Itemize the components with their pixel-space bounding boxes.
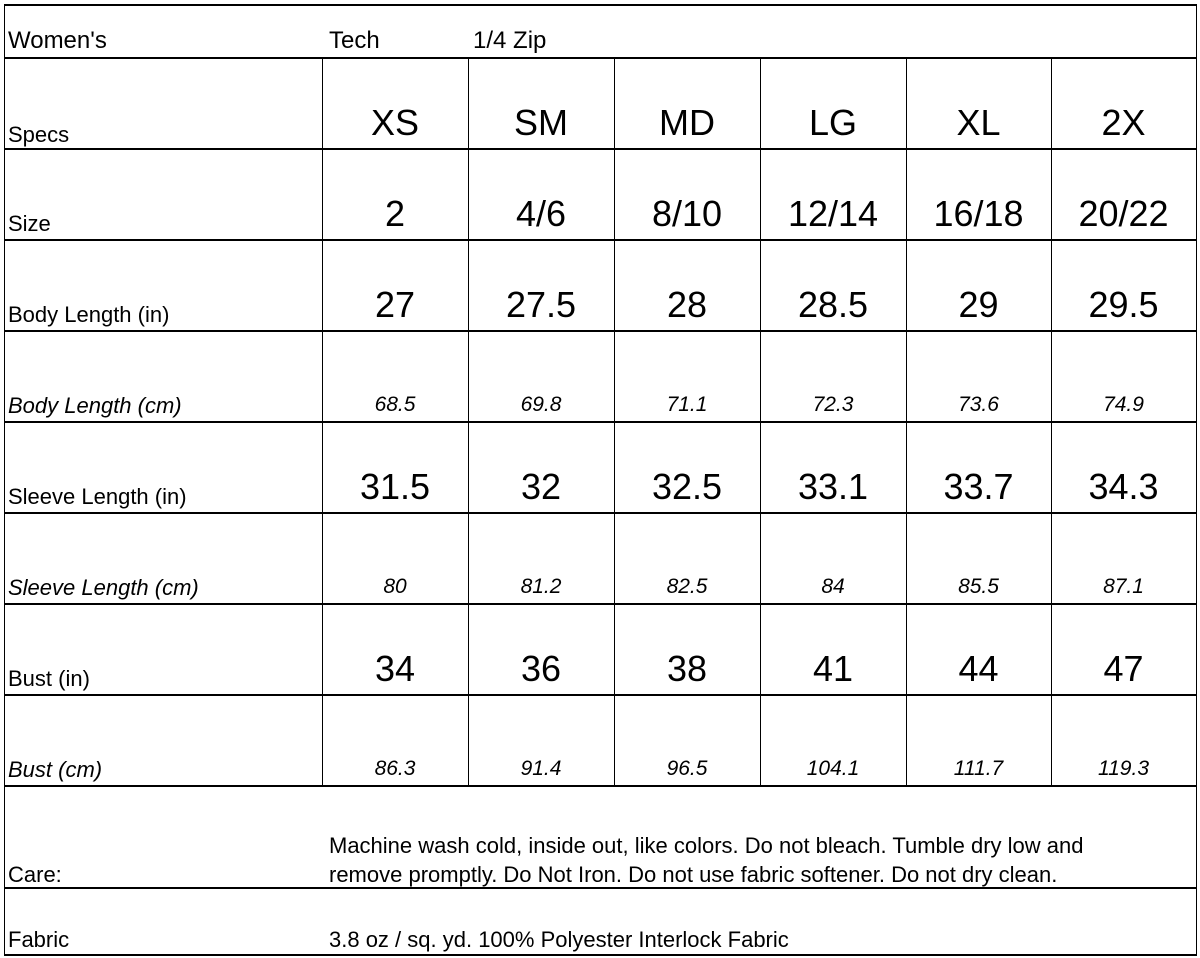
row-value: 33.1 xyxy=(797,466,869,507)
row-value: 73.6 xyxy=(958,393,999,416)
grid-line xyxy=(4,954,1197,956)
row-value: 84 xyxy=(821,575,845,598)
row-value: 41 xyxy=(812,648,854,689)
row-value: 20/22 xyxy=(1078,193,1169,234)
row-label: Sleeve Length (cm) xyxy=(8,575,199,600)
row-value: 4/6 xyxy=(515,193,567,234)
row-value: 85.5 xyxy=(958,575,999,598)
row-value: 111.7 xyxy=(953,757,1004,780)
grid-line xyxy=(4,4,5,955)
row-value: 32 xyxy=(520,466,562,507)
row-value: 27.5 xyxy=(505,284,577,325)
row-value: 47 xyxy=(1103,648,1144,689)
fabric-text: 3.8 oz / sq. yd. 100% Polyester Interlock Fabric xyxy=(329,927,789,952)
row-value: 28 xyxy=(666,284,708,325)
row-value: 68.5 xyxy=(374,393,416,416)
row-value: 81.2 xyxy=(520,575,562,598)
care-text-line-1: Machine wash cold, inside out, like colors. Do not bleach. Tumble dry low and xyxy=(329,833,1084,858)
row-value: 96.5 xyxy=(666,757,708,780)
row-value: 12/14 xyxy=(787,193,879,234)
row-value: 2 xyxy=(384,193,406,234)
row-label: Bust (cm) xyxy=(8,757,103,782)
row-value: 80 xyxy=(383,575,407,598)
size-header-3: LG xyxy=(808,102,858,143)
row-value: 32.5 xyxy=(651,466,723,507)
row-value: 29 xyxy=(958,284,999,325)
row-label: Body Length (in) xyxy=(8,302,170,327)
size-header-5: 2X xyxy=(1101,102,1146,143)
row-value: 74.9 xyxy=(1103,393,1144,416)
row-value: 44 xyxy=(958,648,999,689)
title-quarter-zip: 1/4 Zip xyxy=(473,27,547,54)
size-header-1: SM xyxy=(514,102,568,143)
row-value: 34 xyxy=(374,648,416,689)
title-tech: Tech xyxy=(329,27,380,54)
specs-label: Specs xyxy=(8,122,70,147)
row-value: 119.3 xyxy=(1098,757,1149,780)
size-header-0: XS xyxy=(370,102,420,143)
row-value: 72.3 xyxy=(812,393,854,416)
row-value: 87.1 xyxy=(1103,575,1144,598)
row-value: 38 xyxy=(666,648,708,689)
row-value: 29.5 xyxy=(1088,284,1159,325)
title-womens: Women's xyxy=(8,27,107,54)
row-value: 104.1 xyxy=(806,757,860,780)
care-text-line-2: remove promptly. Do Not Iron. Do not use fabric softener. Do not dry clean. xyxy=(329,862,1058,887)
grid-line xyxy=(4,4,1197,6)
row-label: Body Length (cm) xyxy=(8,393,182,418)
row-value: 71.1 xyxy=(666,393,708,416)
row-label: Size xyxy=(8,211,51,236)
row-value: 36 xyxy=(520,648,562,689)
row-value: 86.3 xyxy=(374,757,416,780)
row-label: Sleeve Length (in) xyxy=(8,484,187,509)
row-value: 82.5 xyxy=(666,575,708,598)
row-value: 28.5 xyxy=(797,284,869,325)
row-value: 16/18 xyxy=(933,193,1024,234)
size-header-2: MD xyxy=(659,102,715,143)
fabric-label: Fabric xyxy=(8,927,70,952)
row-label: Bust (in) xyxy=(8,666,90,691)
care-label: Care: xyxy=(8,862,62,887)
row-value: 8/10 xyxy=(651,193,723,234)
grid-line xyxy=(1196,4,1197,955)
row-value: 27 xyxy=(374,284,416,325)
row-value: 69.8 xyxy=(520,393,562,416)
size-header-4: XL xyxy=(956,102,1001,143)
grid-line xyxy=(4,785,1197,787)
row-value: 33.7 xyxy=(943,466,1014,507)
row-value: 91.4 xyxy=(520,757,562,780)
row-value: 34.3 xyxy=(1088,466,1159,507)
row-value: 31.5 xyxy=(359,466,431,507)
